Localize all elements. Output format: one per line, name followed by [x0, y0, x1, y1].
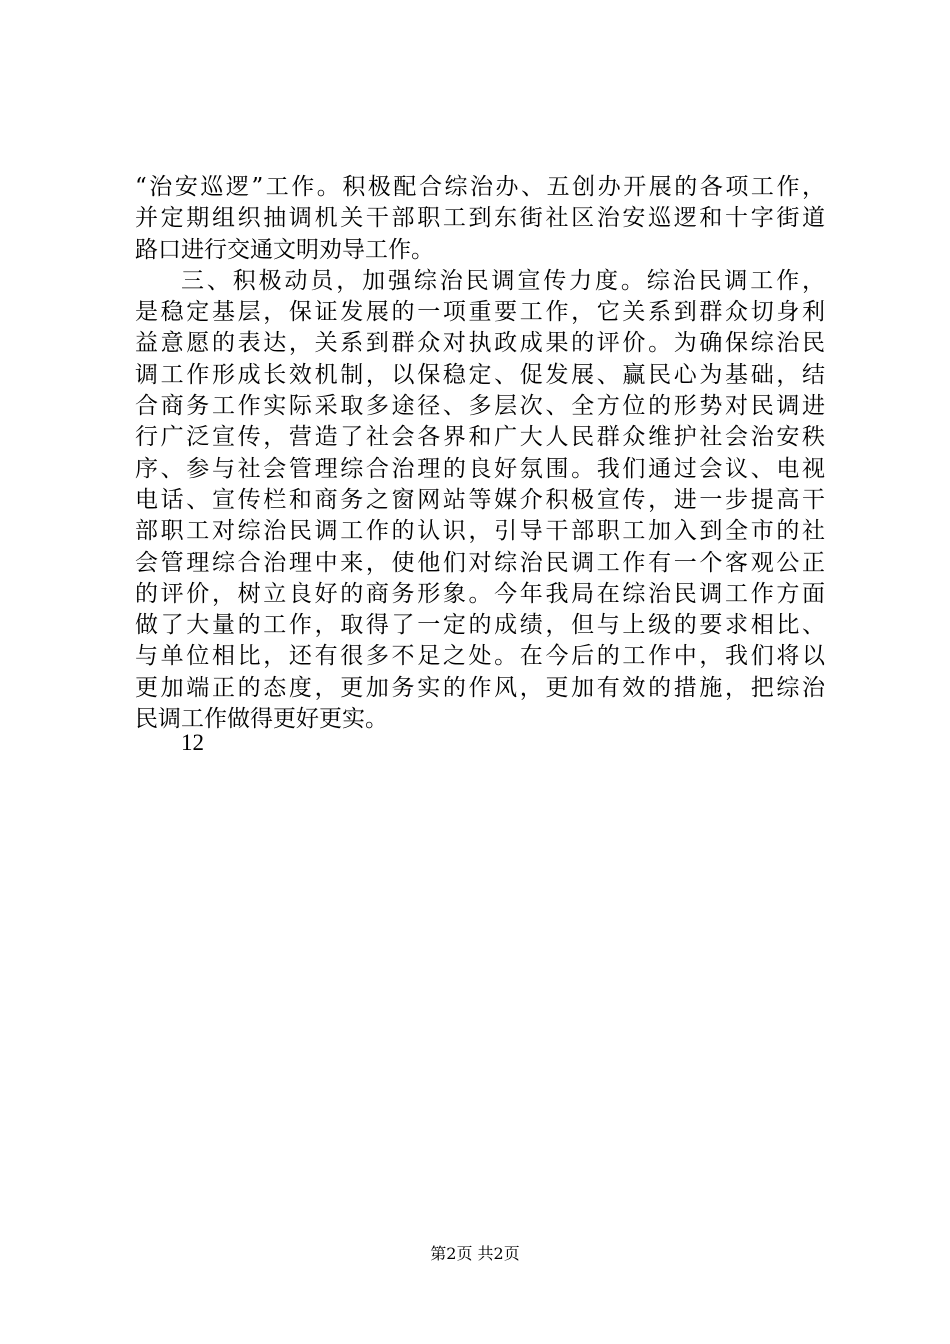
- body-text: [135, 172, 825, 735]
- text-line-11: 电话、宣传栏和商务之窗网站等媒介积极宣传，进一步提高干: [135, 486, 825, 513]
- text-line-2: 并定期组织抽调机关干部职工到东街社区治安巡逻和十字街道: [135, 205, 825, 232]
- text-line-16: 与单位相比，还有很多不足之处。在今后的工作中，我们将以: [135, 643, 825, 670]
- text-line-12: 部职工对综治民调工作的认识，引导干部职工加入到全市的社: [135, 518, 825, 545]
- text-line-14: 的评价，树立良好的商务形象。今年我局在综治民调工作方面: [135, 580, 825, 607]
- text-line-18: 民调工作做得更好更实。: [135, 706, 388, 733]
- text-line-7: 调工作形成长效机制，以保稳定、促发展、赢民心为基础，结: [135, 361, 825, 388]
- text-line-1: “治安巡逻”工作。积极配合综治办、五创办开展的各项工作，: [135, 174, 825, 200]
- text-line-9: 行广泛宣传，营造了社会各界和广大人民群众维护社会治安秩: [135, 424, 825, 451]
- text-line-4: 三、积极动员，加强综治民调宣传力度。综治民调工作，: [181, 267, 825, 294]
- page-footer: 第2页 共2页: [430, 1244, 520, 1263]
- text-line-3: 路口进行交通文明劝导工作。: [135, 236, 434, 263]
- text-line-6: 益意愿的表达，关系到群众对执政成果的评价。为确保综治民: [135, 330, 825, 357]
- text-line-5: 是稳定基层，保证发展的一项重要工作，它关系到群众切身利: [135, 299, 825, 326]
- text-line-17: 更加端正的态度，更加务实的作风，更加有效的措施，把综治: [135, 674, 825, 701]
- text-line-13: 会管理综合治理中来，使他们对综治民调工作有一个客观公正: [135, 549, 825, 576]
- inline-page-number: 12: [181, 730, 204, 755]
- text-line-15: 做了大量的工作，取得了一定的成绩，但与上级的要求相比、: [135, 612, 825, 639]
- text-line-10: 序、参与社会管理综合治理的良好氛围。我们通过会议、电视: [135, 455, 825, 482]
- text-line-8: 合商务工作实际采取多途径、多层次、全方位的形势对民调进: [135, 393, 825, 420]
